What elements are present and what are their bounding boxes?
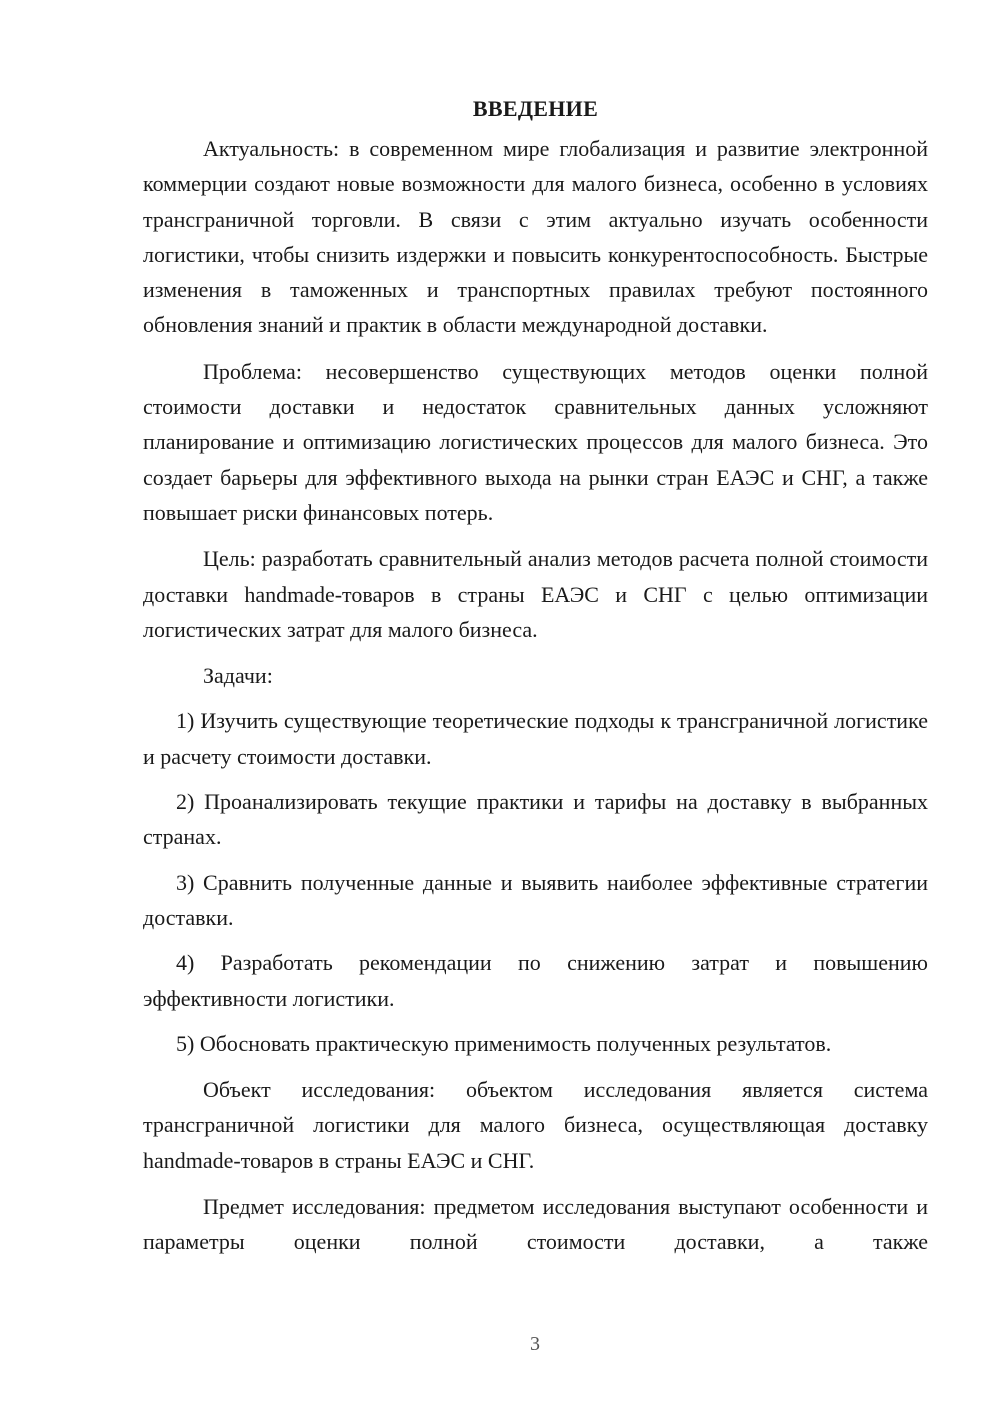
task-item-4: 4) Разработать рекомендации по снижению затрат и повышению эффективности логистики. [143,950,928,1011]
page-number: 3 [530,1333,540,1355]
paragraph-subject: Предмет исследования: предметом исследования выступают особенности и параметры оценки полной стоимости доставки, а также [143,1194,928,1255]
tasks-heading: Задачи: [203,663,273,689]
paragraph-relevance: Актуальность: в современном мире глобализация и развитие электронной коммерции создают новые возможности для малого бизнеса, особенно в условиях трансграничной торговли. В связи с этим актуально изучать особенности логистики, чтобы снизить издержки и повысить конкурентоспособность. Быстрые изменения в таможенных и транспортных правилах требуют постоянного обновления знаний и практик в области международной доставки. [143,136,928,338]
task-item-1: 1) Изучить существующие теоретические подходы к трансграничной логистике и расчету стоимости доставки. [143,708,928,769]
task-item-5: 5) Обосновать практическую применимость полученных результатов. [176,1030,832,1056]
task-item-3: 3) Сравнить полученные данные и выявить наиболее эффективные стратегии доставки. [143,869,928,930]
task-item-2: 2) Проанализировать текущие практики и тарифы на доставку в выбранных странах. [143,789,928,850]
document-page [143,92,928,1260]
section-title: ВВЕДЕНИЕ [472,96,599,121]
paragraph-object: Объект исследования: объектом исследования является система трансграничной логистики для малого бизнеса, осуществляющая доставку handmade-товаров в страны ЕАЭС и СНГ. [143,1077,928,1173]
paragraph-problem: Проблема: несовершенство существующих методов оценки полной стоимости доставки и недостаток сравнительных данных усложняют планирование и оптимизацию логистических процессов для малого бизнеса. Это создает барьеры для эффективного выхода на рынки стран ЕАЭС и СНГ, а также повышает риски финансовых потерь. [143,358,928,525]
paragraph-goal: Цель: разработать сравнительный анализ методов расчета полной стоимости доставки handmade-товаров в страны ЕАЭС и СНГ с целью оптимизации логистических затрат для малого бизнеса. [143,546,928,642]
